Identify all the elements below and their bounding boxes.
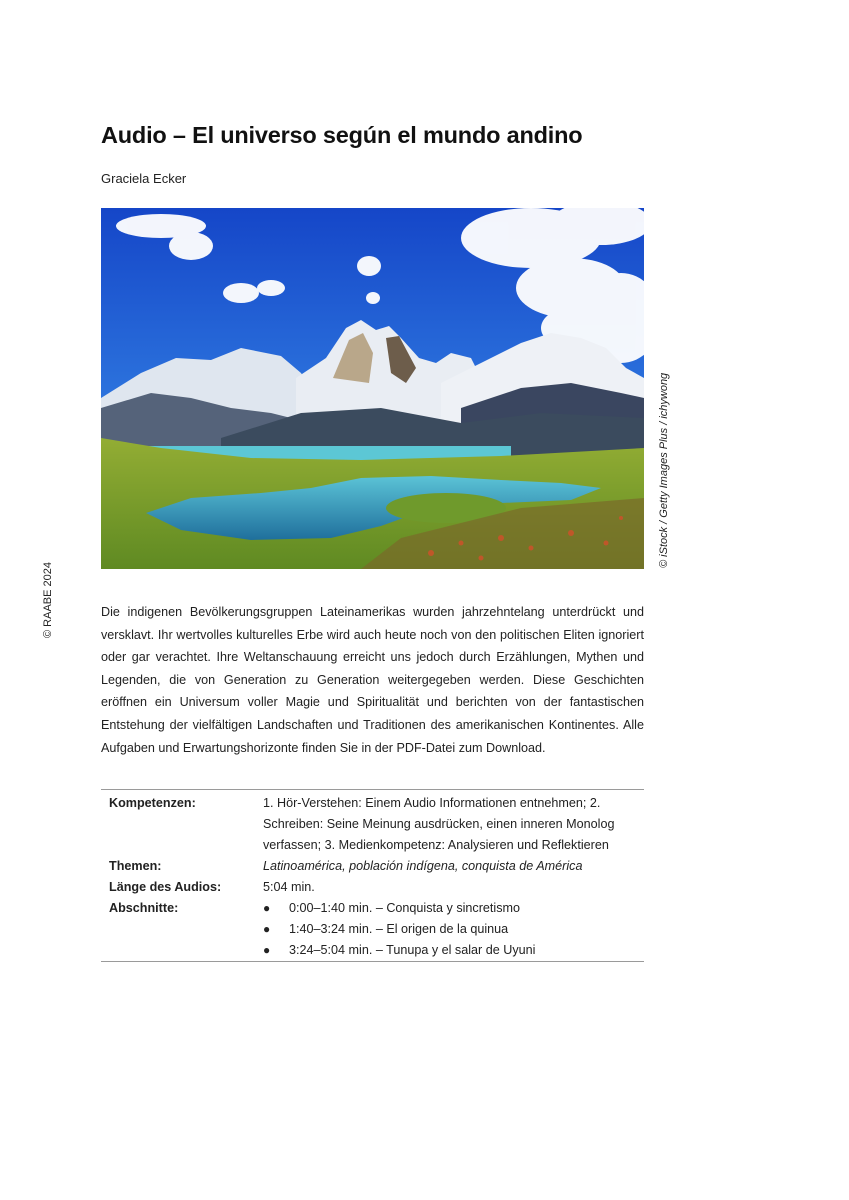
copyright-notice: © RAABE 2024 [42,562,54,638]
section-text: 0:00–1:40 min. – Conquista y sincretismo [289,901,521,915]
image-credit: © iStock / Getty Images Plus / ichywong [658,372,670,568]
topics-label: Themen: [109,859,162,873]
competences-value: 1. Hör-Verstehen: Einem Audio Informationen entnehmen; 2. Schreiben: Seine Meinung ausdrücken, einen inneren Monolog verfassen; 3. Medienkompetenz: Analysieren und Reflektieren [263,796,615,852]
page-title: Audio – El universo según el mundo andino [101,122,583,148]
competences-row [101,793,644,856]
landscape-photo [101,208,644,569]
competences-label: Kompetenzen: [109,796,196,810]
audio-length-row [101,877,644,898]
sections-row [101,898,644,961]
author-name: Graciela Ecker [101,171,187,186]
list-item [263,919,633,940]
bullet-icon: ● [263,922,271,936]
bullet-icon: ● [263,901,271,915]
list-item [263,940,633,961]
audio-length-value: 5:04 min. [263,880,315,894]
sections-list [263,898,633,961]
topics-row [101,856,644,877]
audio-length-label: Länge des Audios: [109,880,222,894]
section-text: 1:40–3:24 min. – El origen de la quinua [289,922,509,936]
topics-value: Latinoamérica, población indígena, conquista de América [263,859,583,873]
list-item [263,898,633,919]
section-text: 3:24–5:04 min. – Tunupa y el salar de Uyuni [289,943,536,957]
info-table [101,789,644,962]
sections-label: Abschnitte: [109,901,179,915]
intro-paragraph: Die indigenen Bevölkerungsgruppen Lateinamerikas wurden jahrzehntelang unterdrückt und versklavt. Ihr wertvolles kulturelles Erbe wird auch heute noch von den politischen Eliten ignoriert oder gar verachtet. Ihre Weltanschauung erreicht uns jedoch durch Erzählungen, Mythen und Legenden, die von Generation zu Generation weitergegeben werden. Diese Geschichten eröffnen ein Universum voller Magie und Spiritualität und berichten von der fantastischen Entstehung der vielfältigen Landschaften und Traditionen des amerikanischen Kontinentes. Alle Aufgaben und Erwartungshorizonte finden Sie in der PDF-Datei zum Download. [101,605,644,755]
bullet-icon: ● [263,943,271,957]
